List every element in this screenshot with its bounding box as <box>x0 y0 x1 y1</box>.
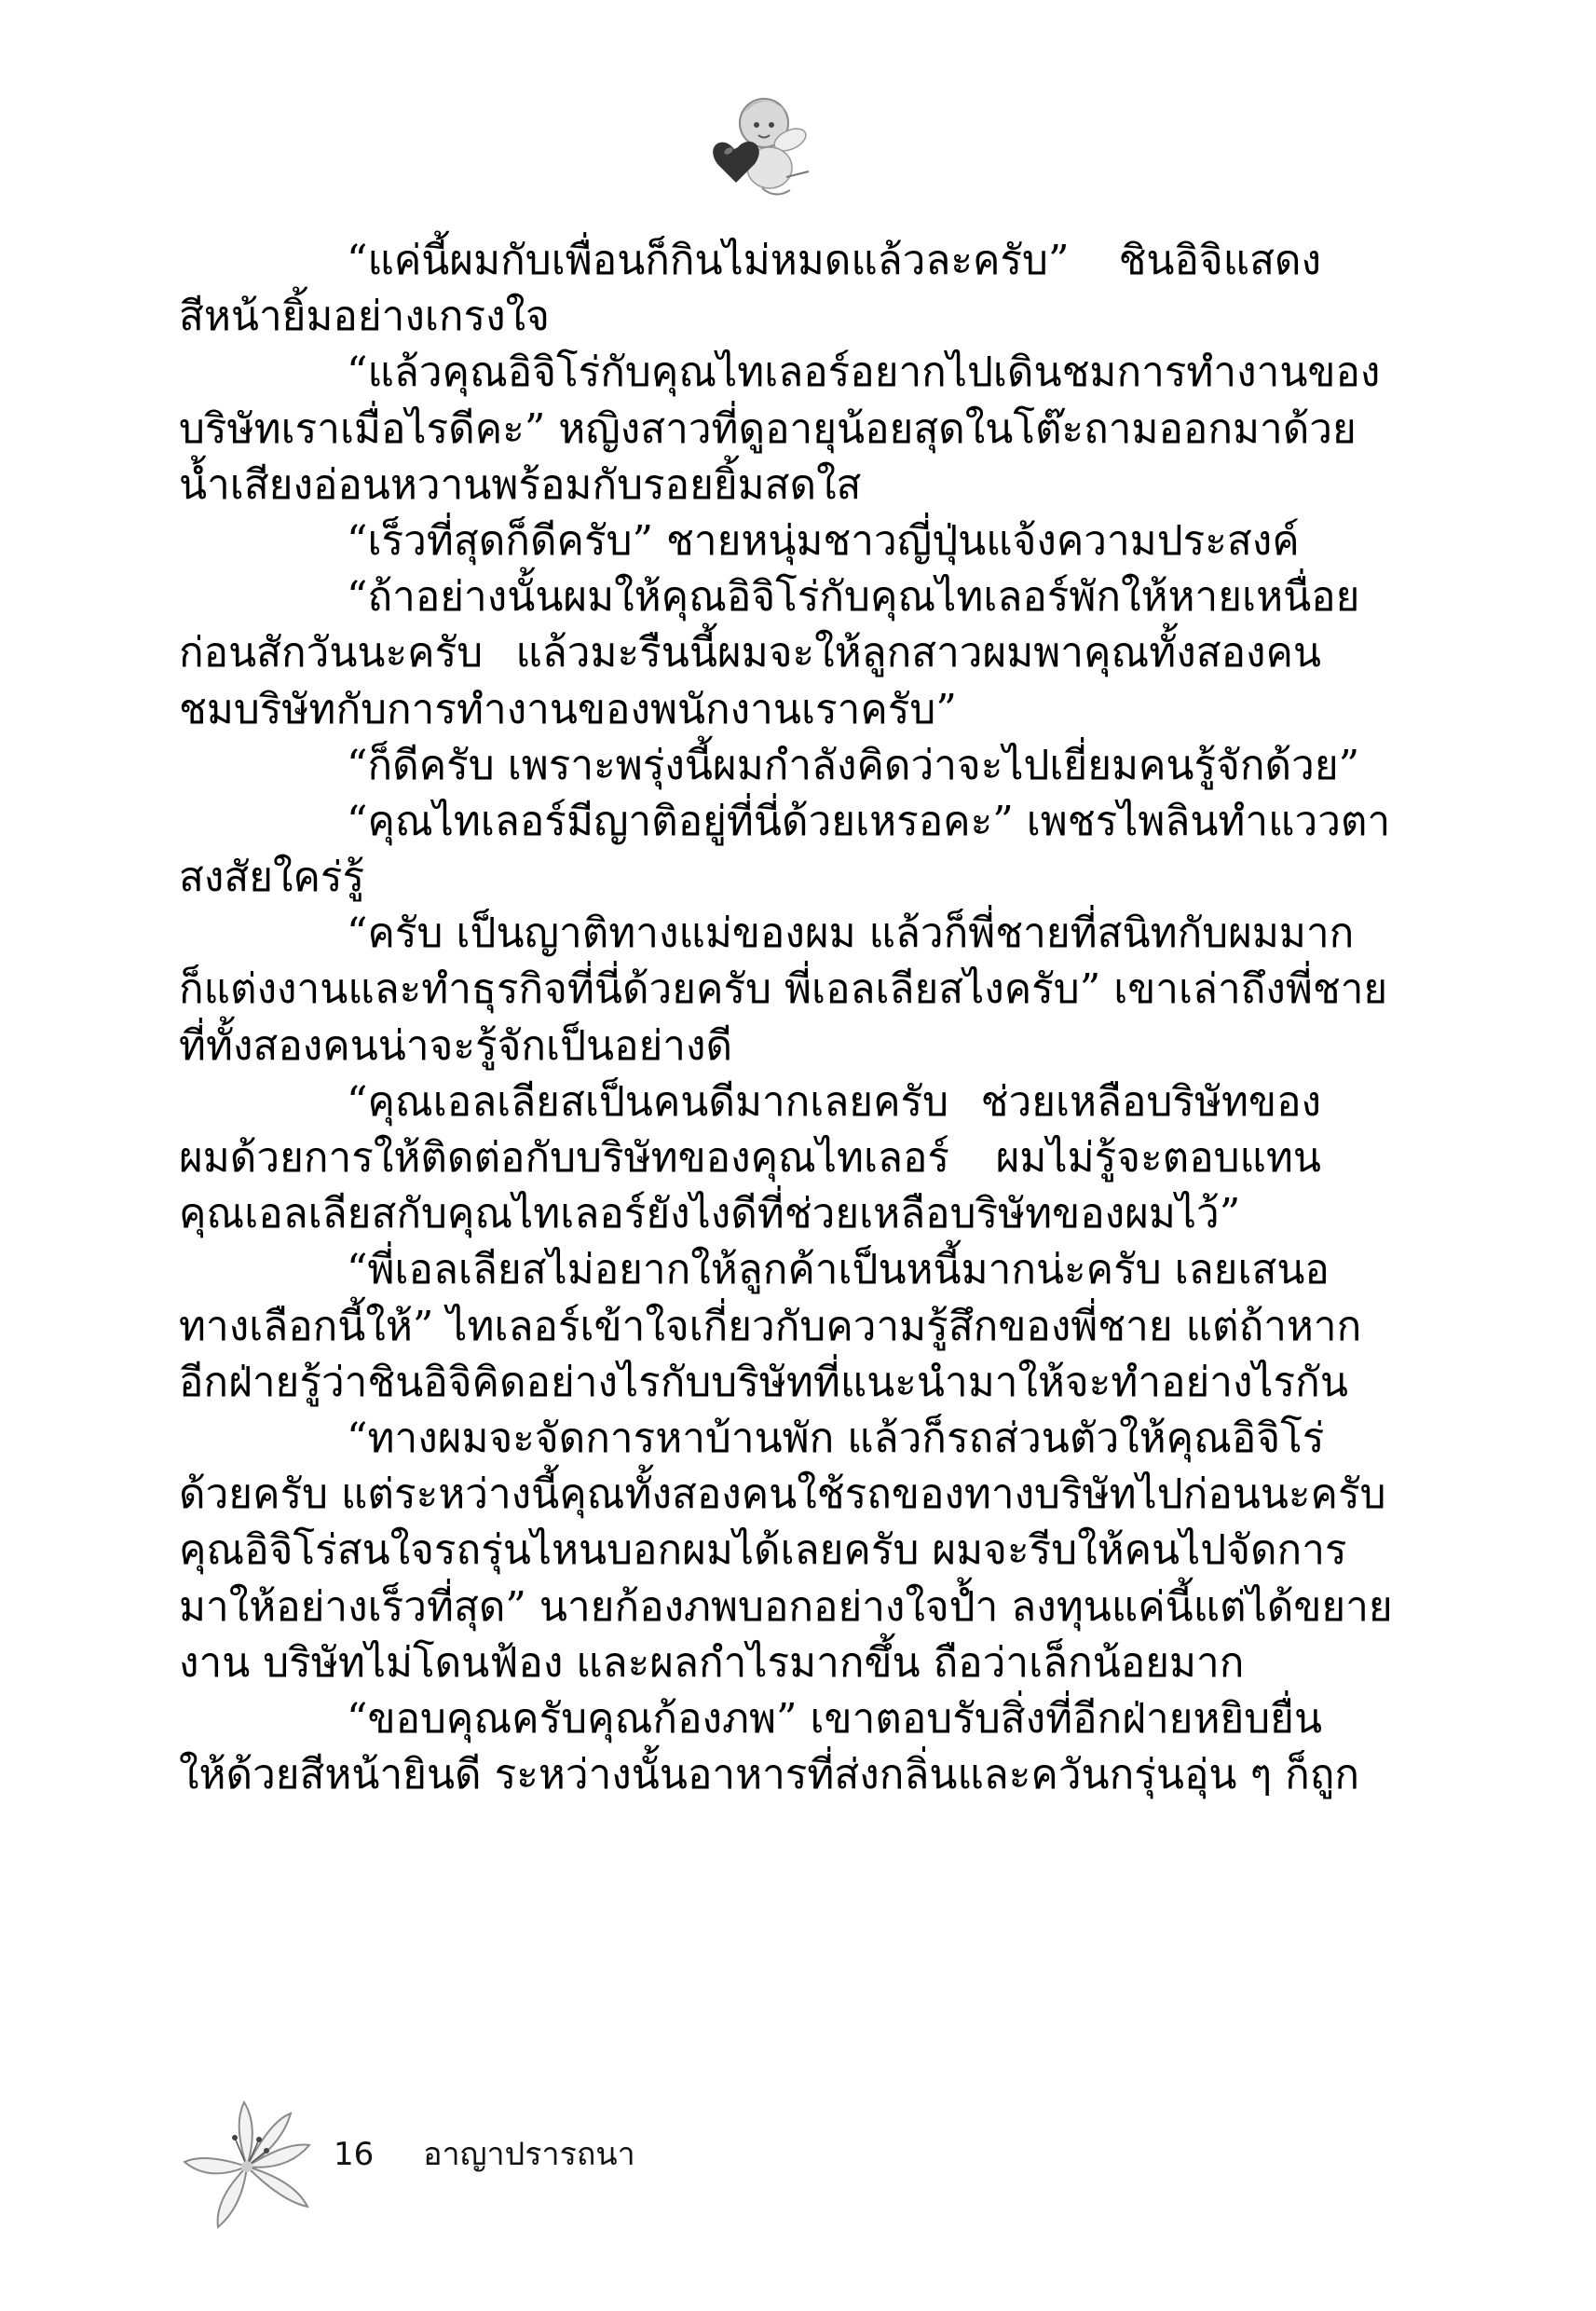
text-line: ที่ทั้งสองคนน่าจะรู้จักเป็นอย่างดี <box>179 1021 733 1070</box>
text-line: “แค่นี้ผมกับเพื่อนก็กินไม่หมดแล้วละครับ” ชินอิจิแสดง <box>347 237 1321 284</box>
text-line: “แล้วคุณอิจิโร่กับคุณไทเลอร์อยากไปเดินชมการทำงานของ <box>347 349 1381 397</box>
text-line: ชมบริษัทกับการทำงานของพนักงานเราครับ” <box>179 685 957 733</box>
text-line: ให้ด้วยสีหน้ายินดี ระหว่างนั้นอาหารที่ส่งกลิ่นและควันกรุ่นอุ่น ๆ ก็ถูก <box>179 1751 1359 1799</box>
text-line: “ก็ดีครับ เพราะพรุ่งนี้ผมกำลังคิดว่าจะไปเยี่ยมคนรู้จักด้วย” <box>347 741 1360 789</box>
lily-flower-icon <box>177 2097 317 2236</box>
text-line: ทางเลือกนี้ให้” ไทเลอร์เข้าใจเกี่ยวกับความรู้สึกของพี่ชาย แต่ถ้าหาก <box>179 1302 1362 1350</box>
page-number: 16 <box>334 2136 375 2173</box>
text-line: อีกฝ่ายรู้ว่าชินอิจิคิดอย่างไรกับบริษัทที่แนะนำมาให้จะทำอย่างไรกัน <box>179 1358 1348 1406</box>
text-line: “พี่เอลเลียสไม่อยากให้ลูกค้าเป็นหนี้มากน่ะครับ เลยเสนอ <box>347 1246 1330 1294</box>
body-text <box>179 233 1393 1803</box>
text-line: คุณเอลเลียสกับคุณไทเลอร์ยังไงดีที่ช่วยเหลือบริษัทของผมไว้” <box>179 1190 1241 1238</box>
text-line: ผมด้วยการให้ติดต่อกับบริษัทของคุณไทเลอร์ ผมไม่รู้จะตอบแทน <box>179 1134 1321 1182</box>
text-line: “เร็วที่สุดก็ดีครับ” ชายหนุ่มชาวญี่ปุ่นแจ้งความประสงค์ <box>347 516 1300 565</box>
text-line: “ถ้าอย่างนั้นผมให้คุณอิจิโร่กับคุณไทเลอร์พักให้หายเหนื่อย <box>347 573 1360 622</box>
text-line: “คุณเอลเลียสเป็นคนดีมากเลยครับ ช่วยเหลือบริษัทของ <box>347 1077 1321 1126</box>
text-line: คุณอิจิโร่สนใจรถรุ่นไหนบอกผมได้เลยครับ ผมจะรีบให้คนไปจัดการ <box>179 1526 1347 1575</box>
text-line: ก็แต่งงานและทำธุรกิจที่นี่ด้วยครับ พี่เอลเลียสไงครับ” เขาเล่าถึงพี่ชาย <box>179 965 1388 1014</box>
text-line: “ครับ เป็นญาติทางแม่ของผม แล้วก็พี่ชายที่สนิทกับผมมาก <box>347 909 1355 958</box>
text-line: สีหน้ายิ้มอย่างเกรงใจ <box>179 293 550 341</box>
book-title: อาญาปรารถนา <box>423 2136 635 2173</box>
text-line: “คุณไทเลอร์มีญาติอยู่ที่นี่ด้วยเหรอคะ” เพชรไพลินทำแววตา <box>347 797 1391 845</box>
text-line: น้ำเสียงอ่อนหวานพร้อมกับรอยยิ้มสดใส <box>179 460 862 509</box>
text-line: บริษัทเราเมื่อไรดีคะ” หญิงสาวที่ดูอายุน้อยสุดในโต๊ะถามออกมาด้วย <box>179 404 1357 453</box>
text-line: ด้วยครับ แต่ระหว่างนี้คุณทั้งสองคนใช้รถของทางบริษัทไปก่อนนะครับ <box>179 1470 1386 1519</box>
text-line: “ขอบคุณครับคุณก้องภพ” เขาตอบรับสิ่งที่อีกฝ่ายหยิบยื่น <box>347 1694 1323 1743</box>
text-line: สงสัยใคร่รู้ <box>179 854 365 902</box>
text-line: งาน บริษัทไม่โดนฟ้อง และผลกำไรมากขึ้น ถือว่าเล็กน้อยมาก <box>179 1638 1245 1687</box>
text-line: มาให้อย่างเร็วที่สุด” นายก้องภพบอกอย่างใจป้ำ ลงทุนแค่นี้แต่ได้ขยาย <box>179 1582 1393 1631</box>
text-line: ก่อนสักวันนะครับ แล้วมะรืนนี้ผมจะให้ลูกสาวผมพาคุณทั้งสองคน <box>179 629 1321 677</box>
text-line: “ทางผมจะจัดการหาบ้านพัก แล้วก็รถส่วนตัวให้คุณอิจิโร่ <box>347 1414 1325 1462</box>
page-footer <box>334 2128 635 2179</box>
cherub-heart-icon <box>697 86 818 207</box>
